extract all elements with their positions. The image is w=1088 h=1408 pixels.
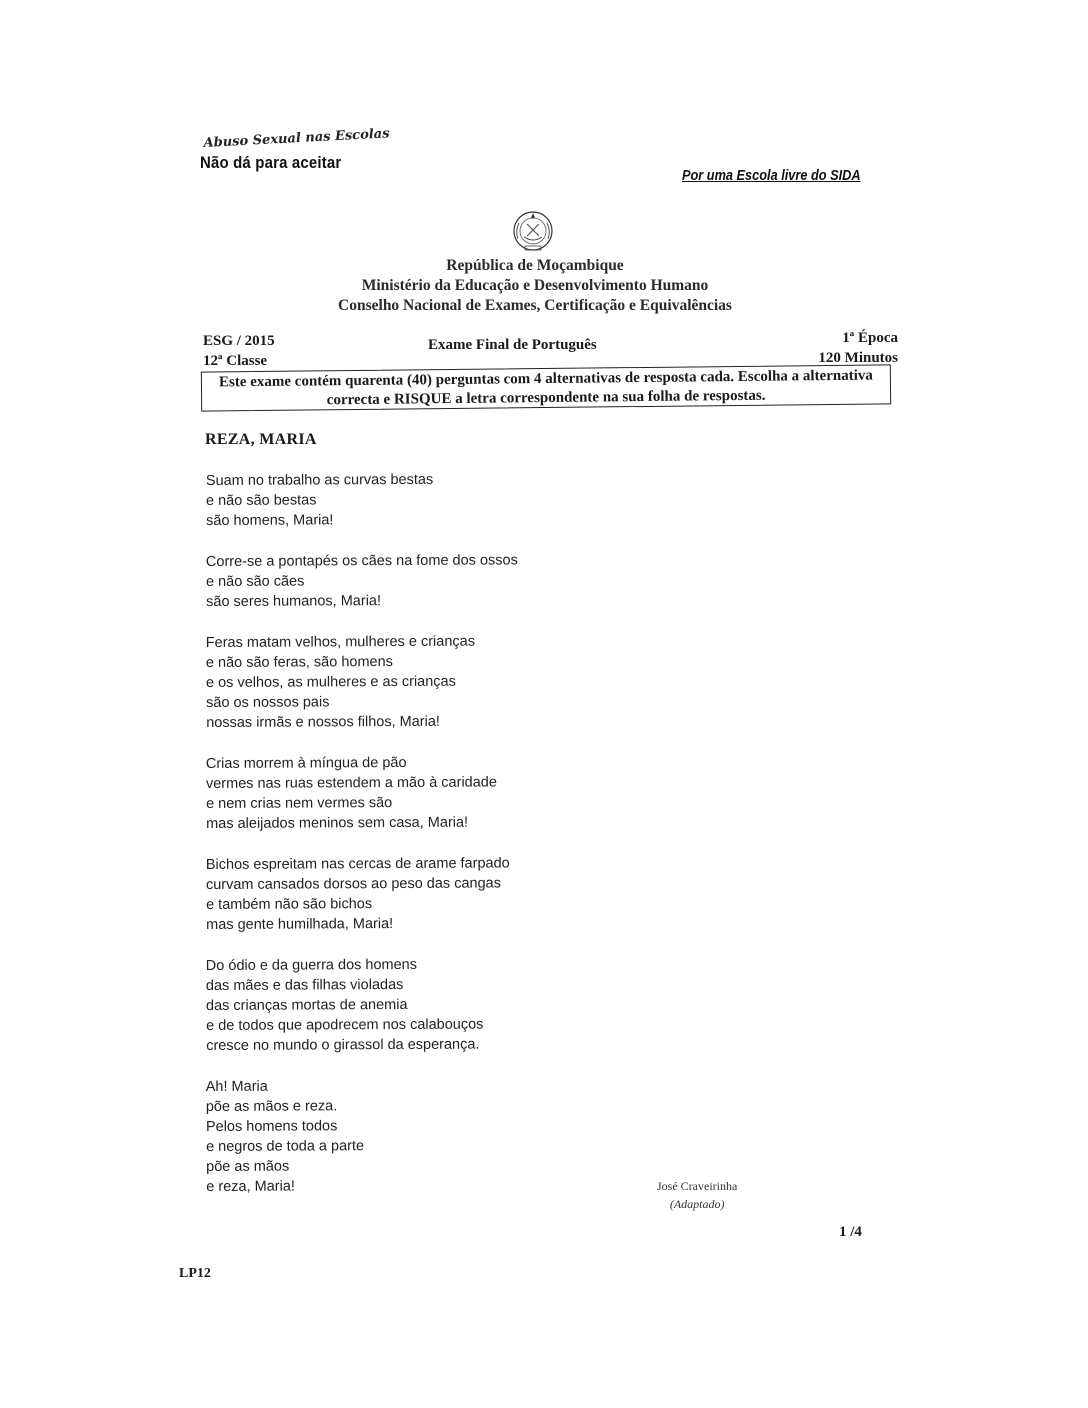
adaptation-note: (Adaptado): [669, 1197, 725, 1211]
poem-line: e também não são bichos: [206, 896, 373, 913]
slogan-right: Por uma Escola livre do SIDA: [682, 167, 861, 184]
poem-line: Suam no trabalho as curvas bestas: [205, 471, 434, 490]
poem-line: das mães e das filhas violadas: [205, 976, 404, 995]
poem-line: Corre-se a pontapés os cães na fome dos ossos: [205, 552, 518, 571]
poem-line: mas gente humilhada, Maria!: [206, 916, 394, 933]
poem-line: e os velhos, as mulheres e as crianças: [205, 673, 456, 691]
poem-line: Pelos homens todos: [205, 1118, 338, 1135]
national-emblem-icon: [511, 209, 555, 253]
poem-line: Ah! Maria: [205, 1078, 268, 1096]
instructions-box: Este exame contém quarenta (40) perguntas com 4 alternativas de resposta cada. Escolha a alternativa correcta e RISQUE a letra correspondente na sua folha de respostas.: [201, 364, 891, 411]
poem-line: Crias morrem à míngua de pão: [205, 754, 407, 773]
council-name: Conselho Nacional de Exames, Certificação e Equivalências: [338, 297, 732, 314]
poem-line: são homens, Maria!: [206, 512, 334, 529]
poem-author: [657, 1177, 737, 1213]
exam-meta-right: [818, 328, 898, 368]
stanza: [206, 954, 518, 1056]
poem-line: Feras matam velhos, mulheres e crianças: [205, 633, 475, 652]
stanza: [206, 752, 518, 834]
poem-line: e negros de toda a parte: [206, 1138, 365, 1155]
poem-line: das crianças mortas de anemia: [205, 996, 408, 1014]
poem-line: e nem crias nem vermes são: [206, 795, 393, 812]
poem-line: vermes nas ruas estendem a mão à caridade: [205, 774, 497, 792]
header: [300, 256, 770, 316]
poem-line: cresce no mundo o girassol da esperança.: [206, 1036, 480, 1054]
stanza: [206, 853, 518, 935]
poem-line: Do ódio e da guerra dos homens: [205, 956, 418, 975]
poem-line: Bichos espreitam nas cercas de arame farpado: [205, 855, 510, 874]
poem-title: REZA, MARIA: [205, 431, 317, 448]
poem-line: e não são bestas: [205, 492, 317, 509]
slogan-left: [200, 126, 390, 173]
poem-line: nossas irmãs e nossos filhos, Maria!: [206, 713, 440, 731]
poem-line: curvam cansados dorsos ao peso das cangas: [205, 875, 502, 893]
poem-line: põe as mãos: [206, 1158, 290, 1175]
poem-line: põe as mãos e reza.: [205, 1098, 338, 1116]
exam-duration: 120 Minutos: [818, 350, 898, 366]
poem-line: mas aleijados meninos sem casa, Maria!: [206, 814, 469, 832]
slogan-main: Não dá para aceitar: [200, 153, 342, 172]
poem-line: e de todos que apodrecem nos calabouços: [206, 1016, 484, 1034]
exam-season: 1ª Época: [842, 330, 898, 346]
exam-code: ESG / 2015: [203, 333, 275, 349]
footer-code: LP12: [179, 1266, 211, 1281]
stanza: [206, 1075, 519, 1197]
stanza: [206, 631, 518, 733]
poem-line: e não são cães: [205, 573, 305, 590]
poem-body: [206, 471, 518, 1218]
page-number: 1 /4: [839, 1224, 862, 1240]
slogan-script: Abuso Sexual nas Escolas: [203, 126, 390, 151]
exam-grade: 12ª Classe: [203, 353, 268, 369]
ministry-name: Ministério da Educação e Desenvolvimento Humano: [361, 277, 709, 294]
exam-meta-left: [203, 331, 275, 371]
poem-line: são seres humanos, Maria!: [206, 593, 382, 610]
poem-line: são os nossos pais: [206, 694, 330, 711]
exam-title: Exame Final de Português: [428, 337, 597, 353]
stanza: [206, 550, 518, 612]
country-name: República de Moçambique: [446, 257, 624, 274]
poem-line: e não são feras, são homens: [205, 654, 393, 672]
stanza: [206, 469, 518, 531]
poem-line: e reza, Maria!: [206, 1178, 295, 1195]
author-name: José Craveirinha: [657, 1179, 738, 1193]
